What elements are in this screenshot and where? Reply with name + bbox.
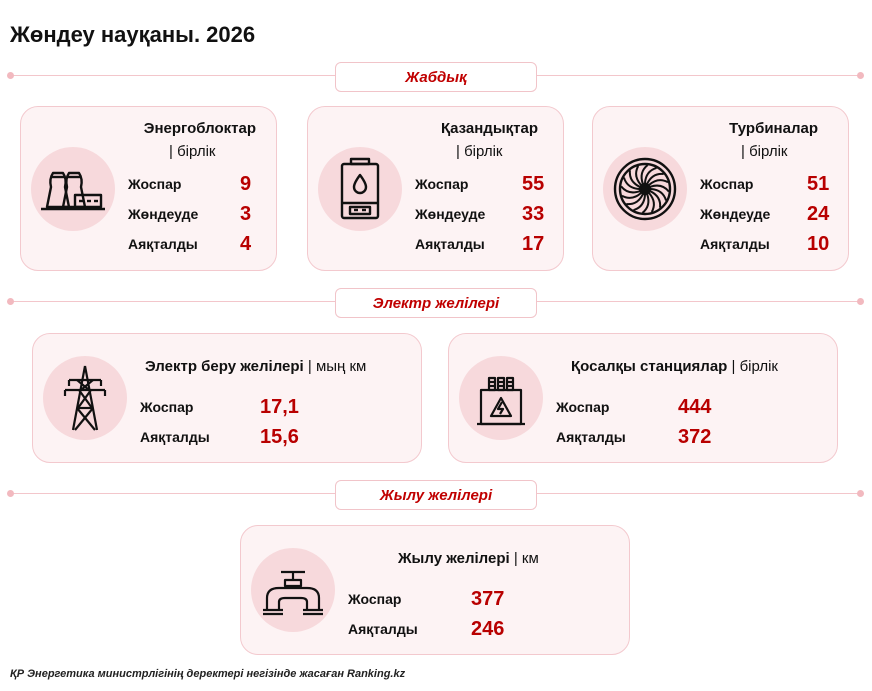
row-label: Аяқталды: [700, 236, 770, 252]
row-value: 10: [807, 233, 830, 255]
power-tower-icon: [43, 356, 127, 440]
row-label: Жоспар: [700, 176, 754, 192]
row-value: 9: [240, 173, 252, 195]
card-unit: | бірлік: [456, 143, 503, 160]
row-value: 24: [807, 203, 830, 225]
row-label: Жөндеуде: [128, 206, 199, 222]
row-label: Жоспар: [348, 591, 402, 607]
row-label: Жоспар: [128, 176, 182, 192]
row-value: 33: [522, 203, 545, 225]
section-label-heat: Жылу желілері: [335, 480, 537, 510]
row-label: Аяқталды: [556, 429, 626, 445]
row-value: 3: [240, 203, 252, 225]
card-title: Турбиналар: [729, 120, 818, 137]
turbine-icon: [603, 147, 687, 231]
row-value: 17,1: [260, 396, 299, 418]
divider-dot: [7, 298, 14, 305]
section-label-electric: Электр желілері: [335, 288, 537, 318]
section-label-equipment: Жабдық: [335, 62, 537, 92]
divider-dot: [857, 298, 864, 305]
card-unit: | км: [513, 550, 539, 567]
row-value: 444: [678, 396, 712, 418]
card-title: Жылу желілері: [398, 550, 510, 567]
pipe-valve-icon: [251, 548, 335, 632]
row-label: Аяқталды: [415, 236, 485, 252]
card-title: Электр беру желілері: [145, 358, 304, 375]
row-label: Жөндеуде: [415, 206, 486, 222]
card-boilers: [307, 106, 564, 271]
row-label: Жоспар: [140, 399, 194, 415]
card-turbines: [592, 106, 849, 271]
card-title: Қазандықтар: [440, 120, 538, 137]
row-value: 4: [240, 233, 252, 255]
card-unit: | бірлік: [169, 143, 216, 160]
card-title-line: [398, 550, 539, 567]
card-heat-networks: [240, 525, 630, 655]
row-value: 246: [471, 618, 505, 640]
row-value: 55: [522, 173, 545, 195]
row-label: Жоспар: [556, 399, 610, 415]
row-label: Жөндеуде: [700, 206, 771, 222]
card-title: Энергоблоктар: [143, 120, 256, 137]
card-substations: [448, 333, 838, 463]
divider-dot: [857, 72, 864, 79]
power-plant-icon: [31, 147, 115, 231]
card-title-line: [571, 358, 778, 375]
divider-dot: [7, 490, 14, 497]
row-value: 372: [678, 426, 712, 448]
card-title: Қосалқы станциялар: [571, 358, 728, 375]
card-title-line: [145, 358, 366, 375]
row-value: 51: [807, 173, 830, 195]
card-power-units: [20, 106, 277, 271]
source-footer: ҚР Энергетика министрлігінің деректері негізінде жасаған Ranking.kz: [10, 668, 406, 680]
row-value: 15,6: [260, 426, 299, 448]
page-title: Жөндеу науқаны. 2026: [10, 22, 256, 47]
row-label: Аяқталды: [348, 621, 418, 637]
row-value: 17: [522, 233, 545, 255]
row-label: Жоспар: [415, 176, 469, 192]
card-unit: | бірлік: [731, 358, 778, 375]
row-label: Аяқталды: [128, 236, 198, 252]
card-unit: | бірлік: [741, 143, 788, 160]
card-power-lines: [32, 333, 422, 463]
transformer-icon: [459, 356, 543, 440]
card-unit: | мың км: [307, 358, 367, 375]
divider-dot: [7, 72, 14, 79]
row-label: Аяқталды: [140, 429, 210, 445]
boiler-icon: [318, 147, 402, 231]
divider-dot: [857, 490, 864, 497]
row-value: 377: [471, 588, 505, 610]
